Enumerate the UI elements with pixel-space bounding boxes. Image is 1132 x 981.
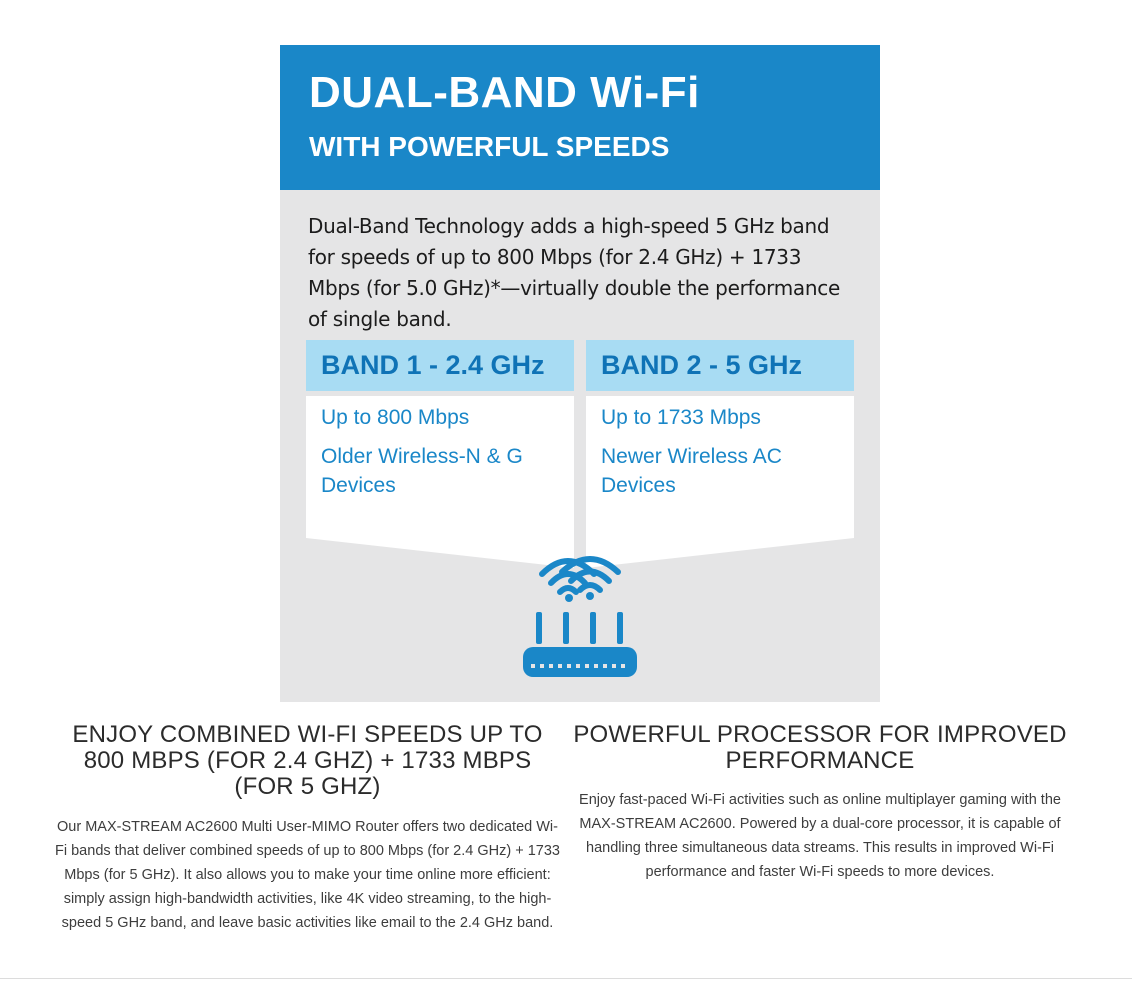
infographic-description: Dual-Band Technology adds a high-speed 5 GHz band for speeds of up to 800 Mbps (for 2.4 GHz) + 1733 Mbps (for 5.0 GHz)*—virtually double the performance of single band. bbox=[308, 214, 840, 331]
dual-band-infographic bbox=[280, 45, 880, 702]
feature-combined-speeds-title: ENJOY COMBINED WI-FI SPEEDS UP TO 800 MBPS (FOR 2.4 GHZ) + 1733 MBPS (FOR 5 GHZ) bbox=[72, 721, 543, 800]
infographic-subtitle: WITH POWERFUL SPEEDS bbox=[309, 131, 670, 162]
feature-combined-speeds-text: Our MAX-STREAM AC2600 Multi User-MIMO Router offers two dedicated Wi-Fi bands that deliver combined speeds of up to 800 Mbps (for 2.4 GHz) + 1733 Mbps (for 5 GHz). It also allows you to make your time online more efficient: simply assign high-bandwidth activities, like 4K video streaming, to the high-speed 5 GHz band, and leave basic activities like email to the 2.4 GHz band. bbox=[55, 819, 560, 931]
band-1-card bbox=[306, 340, 574, 568]
infographic-header bbox=[280, 45, 880, 190]
band-1-devices: Older Wireless-N & G Devices bbox=[321, 445, 523, 497]
wifi-router-icon bbox=[520, 550, 640, 685]
infographic-title: DUAL-BAND Wi-Fi bbox=[309, 68, 700, 117]
feature-processor-text: Enjoy fast-paced Wi-Fi activities such as online multiplayer gaming with the MAX-STREAM AC2600. Powered by a dual-core processor, it is capable of handling three simultaneous data streams. This results in improved Wi-Fi performance and faster Wi-Fi speeds to more devices. bbox=[579, 792, 1061, 880]
feature-combined-speeds bbox=[55, 722, 560, 935]
band-2-devices: Newer Wireless AC Devices bbox=[601, 445, 782, 497]
band-2-label: BAND 2 - 5 GHz bbox=[586, 340, 854, 391]
bottom-divider bbox=[0, 978, 1132, 979]
band-2-card bbox=[586, 340, 854, 568]
feature-processor bbox=[570, 722, 1070, 884]
band-2-speed: Up to 1733 Mbps bbox=[601, 406, 761, 429]
band-2-body bbox=[586, 396, 854, 538]
band-1-body bbox=[306, 396, 574, 538]
band-1-speed: Up to 800 Mbps bbox=[321, 406, 470, 429]
feature-processor-title: POWERFUL PROCESSOR FOR IMPROVED PERFORMANCE bbox=[573, 721, 1067, 774]
band-1-label: BAND 1 - 2.4 GHz bbox=[306, 340, 574, 391]
